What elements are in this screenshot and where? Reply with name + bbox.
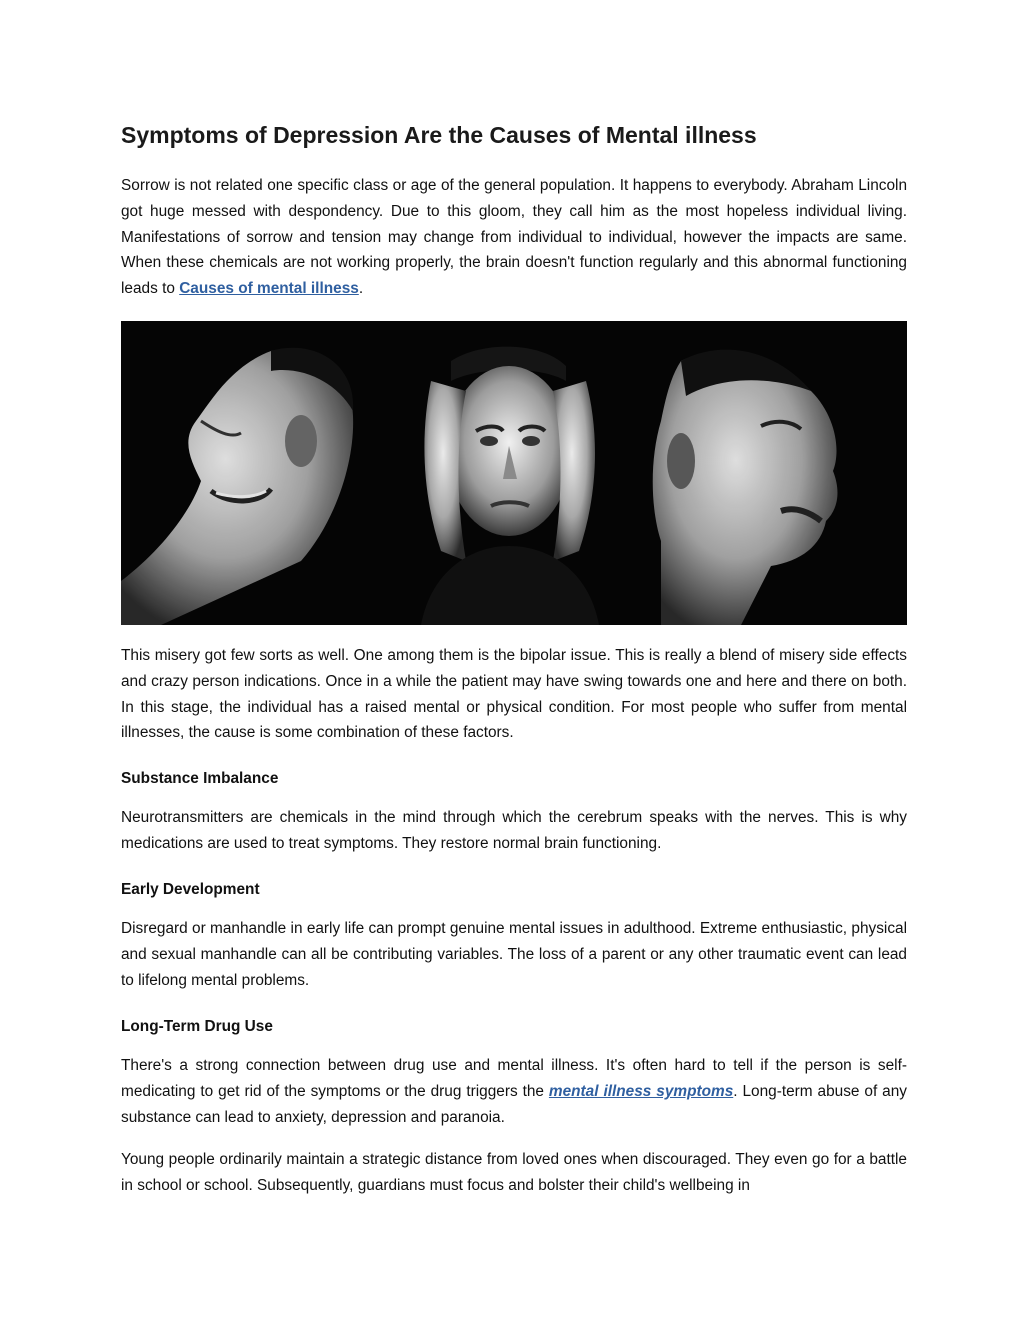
faces-illustration — [121, 321, 907, 625]
article-title: Symptoms of Depression Are the Causes of Mental illness — [121, 122, 757, 148]
intro-end: . — [358, 280, 364, 298]
heading-long-term-drug-use: Long-Term Drug Use — [121, 1018, 273, 1035]
intro-paragraph — [121, 173, 907, 302]
young-people-paragraph: Young people ordinarily maintain a strategic distance from loved ones when discouraged. They even go for a battle in school or school. Subsequently, guardians must focus and bolster their child's wellbeing in — [121, 1151, 907, 1194]
mental-illness-symptoms-link[interactable]: mental illness symptoms — [548, 1082, 734, 1100]
intro-text: Sorrow is not related one specific class or age of the general population. It happens to everybody. Abraham Lincoln got huge messed with despondency. Due to this gloom, they call him as the most hopeless individual living. Manifestations of sorrow and tension may change from individual to individual, however the impacts are same. When these chemicals are not working properly, the brain doesn't function regularly and this abnormal functioning leads to — [121, 177, 907, 298]
substance-paragraph: Neurotransmitters are chemicals in the mind through which the cerebrum speaks with the nerves. This is why medications are used to treat symptoms. They restore normal brain functioning. — [121, 809, 907, 852]
bipolar-paragraph: This misery got few sorts as well. One among them is the bipolar issue. This is really a blend of misery side effects and crazy person indications. Once in a while the patient may have swing towards one and here and there on both. In this stage, the individual has a raised mental or physical condition. For most people who suffer from mental illnesses, the cause is some combination of these factors. — [121, 647, 907, 742]
drug-use-text: There's a strong connection between drug use and mental illness. It's often hard to tell if the person is self-medicating to get rid of the symptoms or the drug triggers the — [121, 1057, 907, 1100]
drug-use-paragraph — [121, 1053, 907, 1130]
heading-early-development: Early Development — [121, 881, 260, 898]
center-face — [421, 347, 599, 625]
three-faces-photo — [121, 321, 907, 625]
early-development-paragraph: Disregard or manhandle in early life can prompt genuine mental issues in adulthood. Extreme enthusiastic, physical and sexual manhandle can all be contributing variables. The loss of a parent or any other traumatic event can lead to lifelong mental problems. — [121, 920, 907, 989]
causes-of-mental-illness-link[interactable]: Causes of mental illness — [179, 280, 359, 298]
heading-substance-imbalance: Substance Imbalance — [121, 770, 279, 787]
drug-use-end: . Long-term abuse of any substance can lead to anxiety, depression and paranoia. — [121, 1082, 907, 1126]
